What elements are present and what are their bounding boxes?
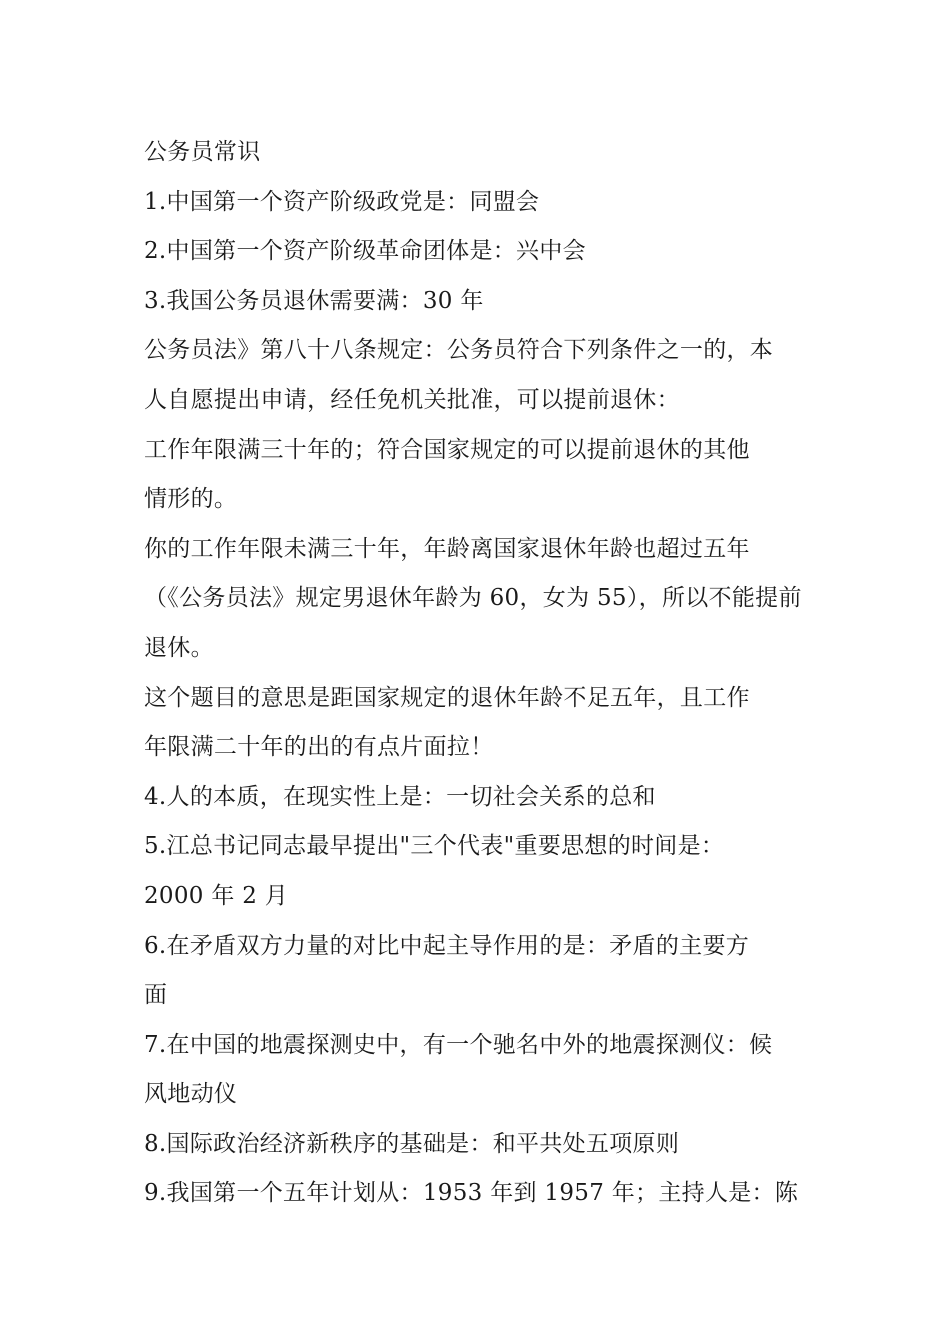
question-6: 6.在矛盾双方力量的对比中起主导作用的是：矛盾的主要方 <box>144 932 750 959</box>
explanation-line: 这个题目的意思是距国家规定的退休年龄不足五年，且工作 <box>144 684 750 711</box>
document-title: 公务员常识 <box>144 139 261 165</box>
explanation-line: 人自愿提出申请，经任免机关批准，可以提前退休： <box>144 386 680 413</box>
explanation-line: 公务员法》第八十八条规定：公务员符合下列条件之一的，本 <box>144 337 774 364</box>
explanation-line: 情形的。 <box>144 486 238 513</box>
question-9: 9.我国第一个五年计划从：1953 年到 1957 年；主持人是：陈 <box>144 1180 799 1207</box>
question-6-continued: 面 <box>144 982 168 1009</box>
question-2: 2.中国第一个资产阶级革命团体是：兴中会 <box>144 238 586 265</box>
document-body <box>144 128 810 1219</box>
question-7: 7.在中国的地震探测史中，有一个驰名中外的地震探测仪：候 <box>144 1031 773 1058</box>
question-3: 3.我国公务员退休需要满：30 年 <box>144 287 484 314</box>
explanation-line: 你的工作年限未满三十年，年龄离国家退休年龄也超过五年 <box>144 535 750 562</box>
explanation-line: 工作年限满三十年的；符合国家规定的可以提前退休的其他 <box>144 436 750 463</box>
question-7-continued: 风地动仪 <box>144 1081 238 1108</box>
question-8: 8.国际政治经济新秩序的基础是：和平共处五项原则 <box>144 1130 680 1157</box>
question-4: 4.人的本质，在现实性上是：一切社会关系的总和 <box>144 783 656 810</box>
explanation-line: （《公务员法》规定男退休年龄为 60，女为 55），所以不能提前 <box>144 585 802 612</box>
question-1: 1.中国第一个资产阶级政党是：同盟会 <box>144 188 540 215</box>
explanation-line: 年限满二十年的出的有点片面拉！ <box>144 734 494 761</box>
question-5-continued: 2000 年 2 月 <box>144 882 289 909</box>
explanation-line: 退休。 <box>144 634 214 661</box>
question-5: 5.江总书记同志最早提出"三个代表"重要思想的时间是： <box>144 833 725 860</box>
